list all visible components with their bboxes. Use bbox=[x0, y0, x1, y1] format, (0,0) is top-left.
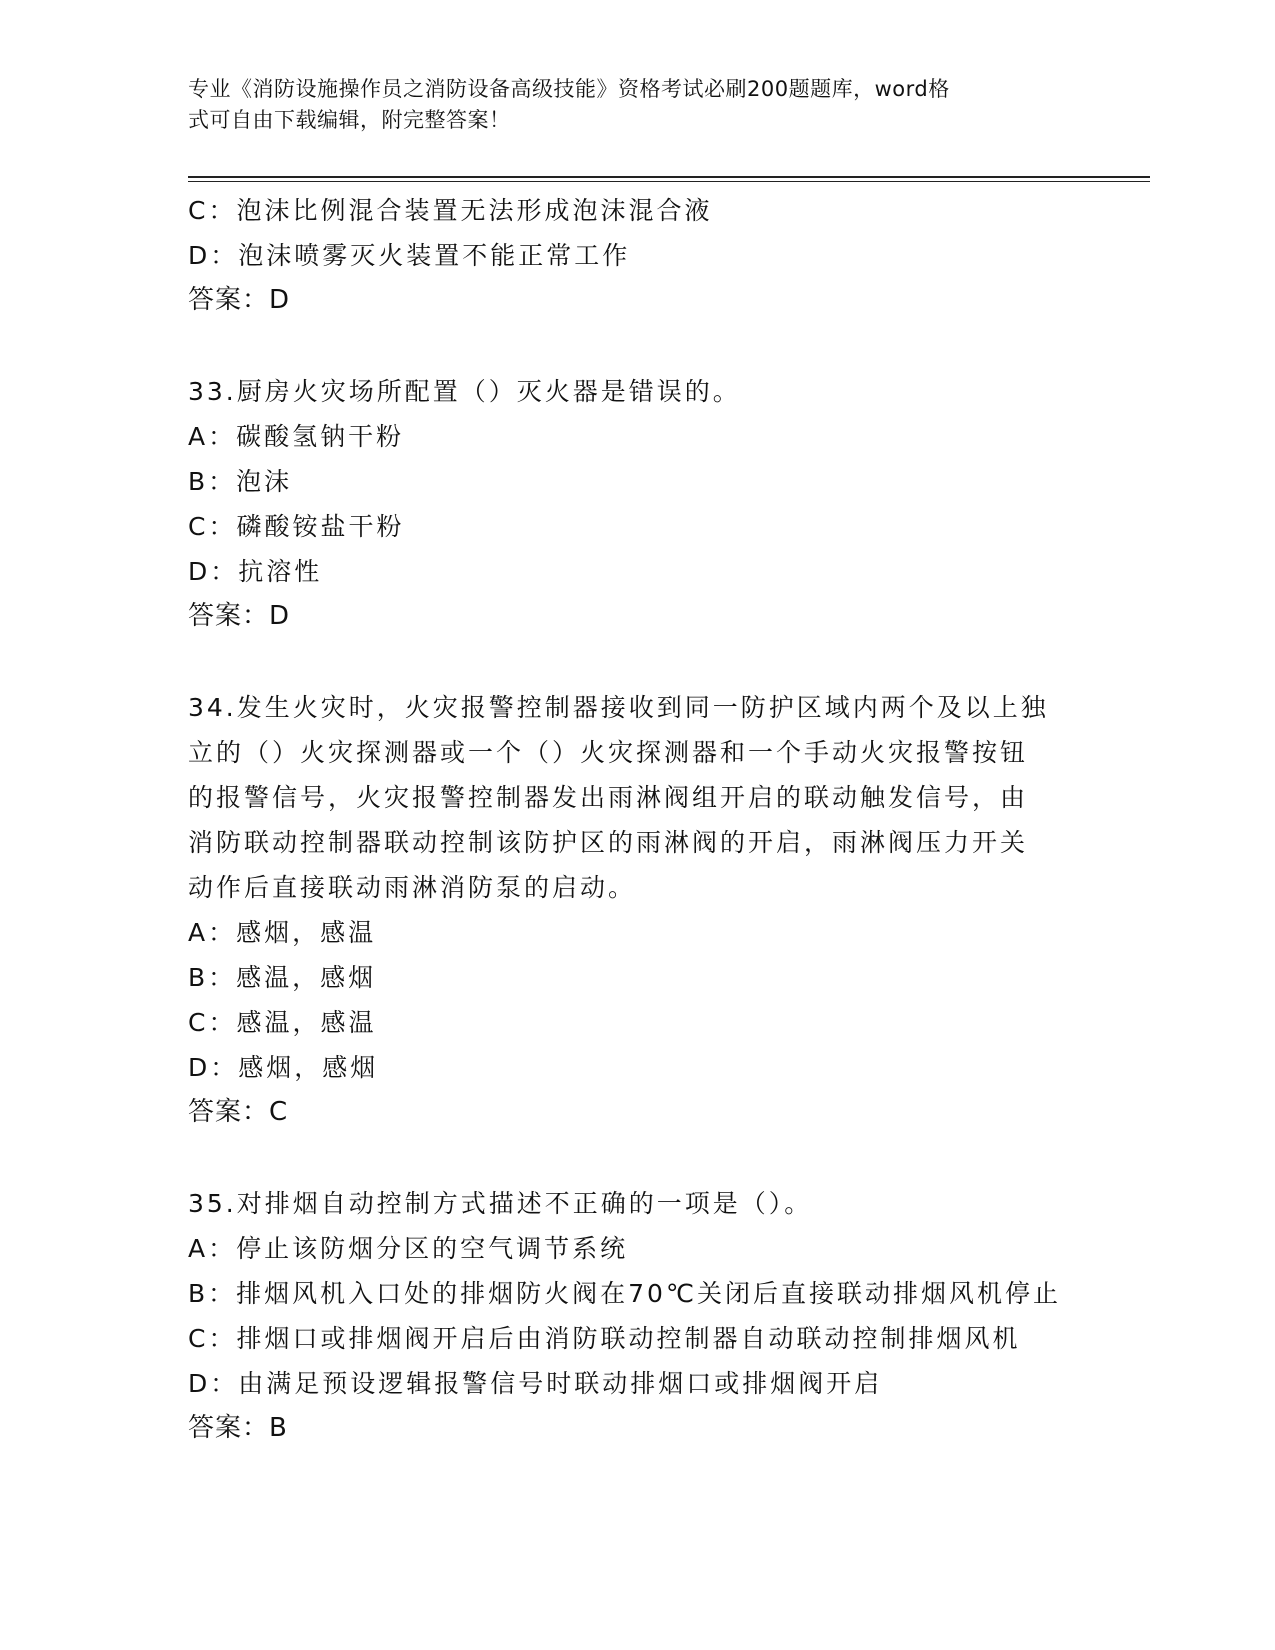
spacer bbox=[188, 1135, 1088, 1181]
question-stem: 34.发生火灾时，火灾报警控制器接收到同一防护区域内两个及以上独 bbox=[188, 693, 1049, 722]
header-line-1: 专业《消防设施操作员之消防设备高级技能》资格考试必刷200题题库，word格 bbox=[188, 77, 950, 101]
spacer bbox=[188, 323, 1088, 369]
option-c: C：磷酸铵盐干粉 bbox=[188, 512, 405, 541]
answer-line: 答案：B bbox=[188, 1413, 288, 1443]
option-d: D：由满足预设逻辑报警信号时联动排烟口或排烟阀开启 bbox=[188, 1369, 883, 1398]
question-block-34 bbox=[188, 685, 1088, 1135]
option-b: B：泡沫 bbox=[188, 467, 293, 496]
option-b: B：感温，感烟 bbox=[188, 963, 377, 992]
question-stem: 35.对排烟自动控制方式描述不正确的一项是（）。 bbox=[188, 1189, 813, 1218]
spacer bbox=[188, 639, 1088, 685]
option-d: D：感烟，感烟 bbox=[188, 1053, 379, 1082]
answer-line: 答案：D bbox=[188, 601, 291, 631]
question-block-33 bbox=[188, 369, 1088, 639]
answer-line: 答案：D bbox=[188, 285, 291, 315]
option-a: A：停止该防烟分区的空气调节系统 bbox=[188, 1234, 629, 1263]
question-block-35 bbox=[188, 1181, 1088, 1451]
document-header bbox=[188, 74, 1068, 136]
question-stem: 立的（）火灾探测器或一个（）火灾探测器和一个手动火灾报警按钮 bbox=[188, 738, 1029, 767]
option-a: A：感烟，感温 bbox=[188, 918, 377, 947]
option-b: B：排烟风机入口处的排烟防火阀在70℃关闭后直接联动排烟风机停止 bbox=[188, 1279, 1062, 1308]
option-c: C：泡沫比例混合装置无法形成泡沫混合液 bbox=[188, 196, 713, 225]
prev-question-block bbox=[188, 188, 1088, 323]
option-c: C：感温，感温 bbox=[188, 1008, 377, 1037]
answer-line: 答案：C bbox=[188, 1097, 289, 1127]
question-stem: 33.厨房火灾场所配置（）灭火器是错误的。 bbox=[188, 377, 741, 406]
option-c: C：排烟口或排烟阀开启后由消防联动控制器自动联动控制排烟风机 bbox=[188, 1324, 1021, 1353]
question-stem: 动作后直接联动雨淋消防泵的启动。 bbox=[188, 873, 637, 902]
question-stem: 的报警信号，火灾报警控制器发出雨淋阀组开启的联动触发信号，由 bbox=[188, 783, 1029, 812]
question-stem: 消防联动控制器联动控制该防护区的雨淋阀的开启，雨淋阀压力开关 bbox=[188, 828, 1029, 857]
option-a: A：碳酸氢钠干粉 bbox=[188, 422, 405, 451]
option-d: D：泡沫喷雾灭火装置不能正常工作 bbox=[188, 241, 631, 270]
header-divider bbox=[188, 176, 1150, 182]
header-line-2: 式可自由下载编辑，附完整答案！ bbox=[188, 108, 511, 132]
document-body bbox=[188, 188, 1088, 1451]
option-d: D：抗溶性 bbox=[188, 557, 323, 586]
